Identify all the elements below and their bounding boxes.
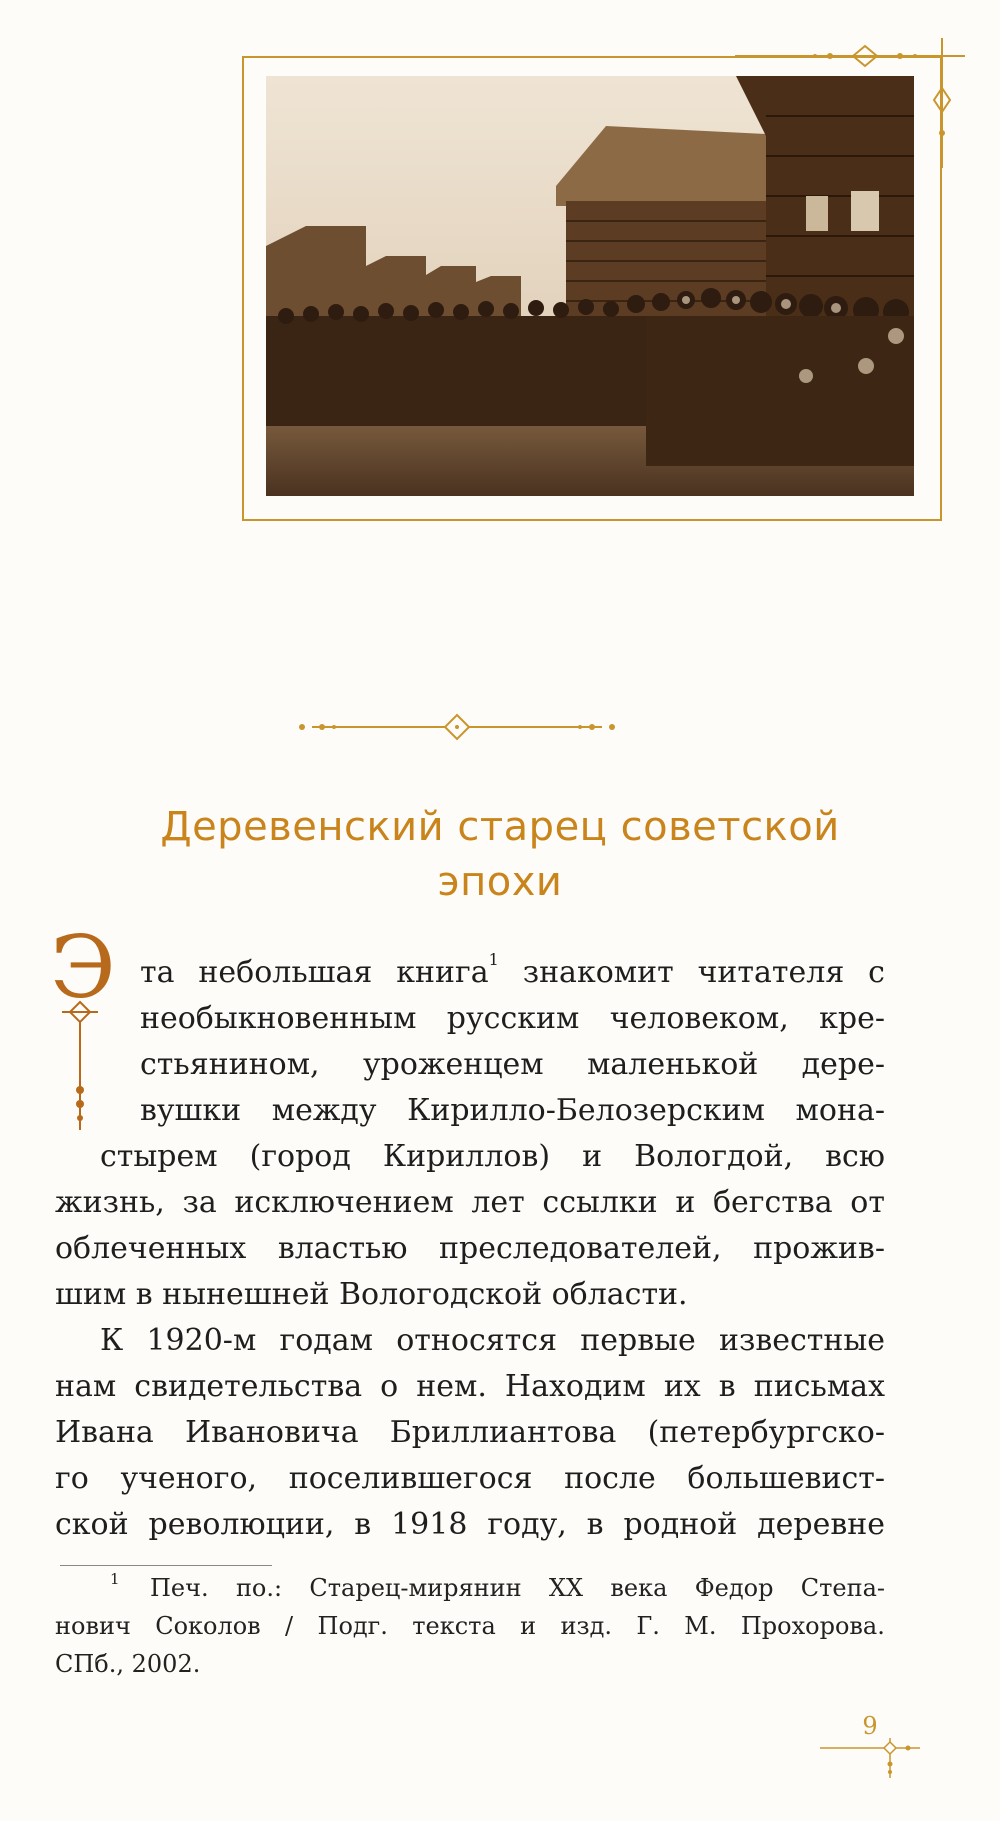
word: в — [354, 1507, 372, 1542]
word: стьянином, — [140, 1047, 320, 1082]
word: го — [55, 1461, 89, 1496]
p2-line-1 — [100, 1318, 885, 1363]
word: Вологдой, — [634, 1139, 794, 1174]
word: Старец-мирянин — [309, 1574, 522, 1602]
p2-line-4 — [55, 1456, 885, 1501]
word: ссылки — [542, 1185, 658, 1220]
word: Печ. — [150, 1574, 209, 1602]
word: известные — [718, 1323, 885, 1358]
page-number: 9 — [862, 1712, 878, 1740]
word: кре- — [819, 1001, 885, 1036]
word: первые — [580, 1323, 696, 1358]
word: революции, — [148, 1507, 335, 1542]
footnote-line-3 — [55, 1646, 885, 1683]
word: от — [850, 1185, 885, 1220]
word: читателя — [697, 955, 845, 990]
historical-photo — [266, 76, 914, 496]
word: большевист- — [687, 1461, 885, 1496]
word: вушки — [140, 1093, 242, 1128]
word: М. — [684, 1612, 717, 1640]
word: с — [868, 955, 885, 990]
word: после — [564, 1461, 656, 1496]
word: нем. — [416, 1369, 487, 1404]
p1-line-3 — [140, 1042, 885, 1087]
divider-ornament-icon — [292, 712, 622, 742]
word: текста — [412, 1612, 496, 1640]
heading-line-2: эпохи — [437, 859, 563, 905]
word: всю — [825, 1139, 885, 1174]
word: знакомит — [522, 955, 674, 990]
word: та — [140, 955, 175, 990]
word: Федор — [694, 1574, 774, 1602]
word: русским — [446, 1001, 580, 1036]
word: необыкновенным — [140, 1001, 417, 1036]
footnote-number: 1 — [110, 1570, 120, 1588]
word: деревне — [757, 1507, 885, 1542]
drop-cap-ornament-icon — [60, 1000, 100, 1130]
p1-line-1 — [140, 950, 885, 995]
word: в — [586, 1507, 604, 1542]
word: нам — [55, 1369, 117, 1404]
word: Ивана — [55, 1415, 154, 1450]
word: их — [663, 1369, 701, 1404]
word: свидетельства — [134, 1369, 363, 1404]
word: властью — [277, 1231, 408, 1266]
word: 1918 — [391, 1507, 468, 1542]
p1-line-7 — [55, 1226, 885, 1271]
footnote-line-2 — [55, 1608, 885, 1645]
word: (петербургско- — [647, 1415, 885, 1450]
text: СПб., 2002. — [55, 1650, 201, 1678]
word: по.: — [235, 1574, 283, 1602]
p1-line-4 — [140, 1088, 885, 1133]
word: дере- — [801, 1047, 885, 1082]
word: небольшая — [198, 955, 373, 990]
word: жизнь, — [55, 1185, 165, 1220]
word: прожив- — [753, 1231, 885, 1266]
word: поселившегося — [288, 1461, 533, 1496]
word: относятся — [396, 1323, 558, 1358]
p1-line-2 — [140, 996, 885, 1041]
drop-cap: Э — [50, 918, 116, 1018]
p1-line-6 — [55, 1180, 885, 1225]
heading-line-1: Деревенский старец советской — [160, 804, 840, 850]
word: о — [380, 1369, 399, 1404]
word: за — [182, 1185, 217, 1220]
word: (город — [249, 1139, 351, 1174]
word: исключением — [234, 1185, 454, 1220]
word: нович — [55, 1612, 131, 1640]
word: стырем — [100, 1139, 218, 1174]
word: и — [582, 1139, 603, 1174]
word: мона- — [795, 1093, 885, 1128]
word: книга — [396, 955, 489, 990]
word: ученого, — [120, 1461, 258, 1496]
text: шим в нынешней Вологодской области. — [55, 1277, 688, 1312]
p2-line-2 — [55, 1364, 885, 1409]
word: К — [100, 1323, 124, 1358]
word: Ивановича — [184, 1415, 359, 1450]
word: облеченных — [55, 1231, 247, 1266]
word: Г. — [636, 1612, 660, 1640]
word: в — [718, 1369, 736, 1404]
word: ской — [55, 1507, 129, 1542]
word: Бриллиантова — [389, 1415, 617, 1450]
word: Кириллов) — [382, 1139, 551, 1174]
word: Степа- — [800, 1574, 885, 1602]
word: XX — [548, 1574, 584, 1602]
word: Соколов — [155, 1612, 261, 1640]
word: / — [285, 1612, 294, 1640]
word: Находим — [504, 1369, 646, 1404]
word: годам — [279, 1323, 373, 1358]
word: 1920-м — [146, 1323, 257, 1358]
word: и — [520, 1612, 537, 1640]
word: бегства — [712, 1185, 833, 1220]
word: родной — [623, 1507, 738, 1542]
word: маленькой — [587, 1047, 759, 1082]
word: Кирилло-Белозерским — [407, 1093, 765, 1128]
page-number-ornament-icon — [820, 1738, 920, 1778]
word: преследователей, — [439, 1231, 722, 1266]
word: письмах — [753, 1369, 885, 1404]
word: году, — [487, 1507, 567, 1542]
word: Прохорова. — [740, 1612, 885, 1640]
footnote-ref[interactable]: 1 — [488, 950, 499, 969]
word: изд. — [560, 1612, 613, 1640]
word: уроженцем — [363, 1047, 544, 1082]
footnote-line-1 — [150, 1570, 885, 1607]
word: Подг. — [317, 1612, 388, 1640]
chapter-heading — [60, 800, 940, 910]
word: лет — [471, 1185, 525, 1220]
word: между — [271, 1093, 377, 1128]
word: века — [610, 1574, 668, 1602]
p2-line-5 — [55, 1502, 885, 1547]
p1-line-8 — [55, 1272, 885, 1317]
word: и — [675, 1185, 696, 1220]
footnote-rule — [60, 1565, 272, 1566]
word-with-footnote — [396, 950, 499, 995]
p1-line-5 — [100, 1134, 885, 1179]
p2-line-3 — [55, 1410, 885, 1455]
word: человеком, — [609, 1001, 789, 1036]
